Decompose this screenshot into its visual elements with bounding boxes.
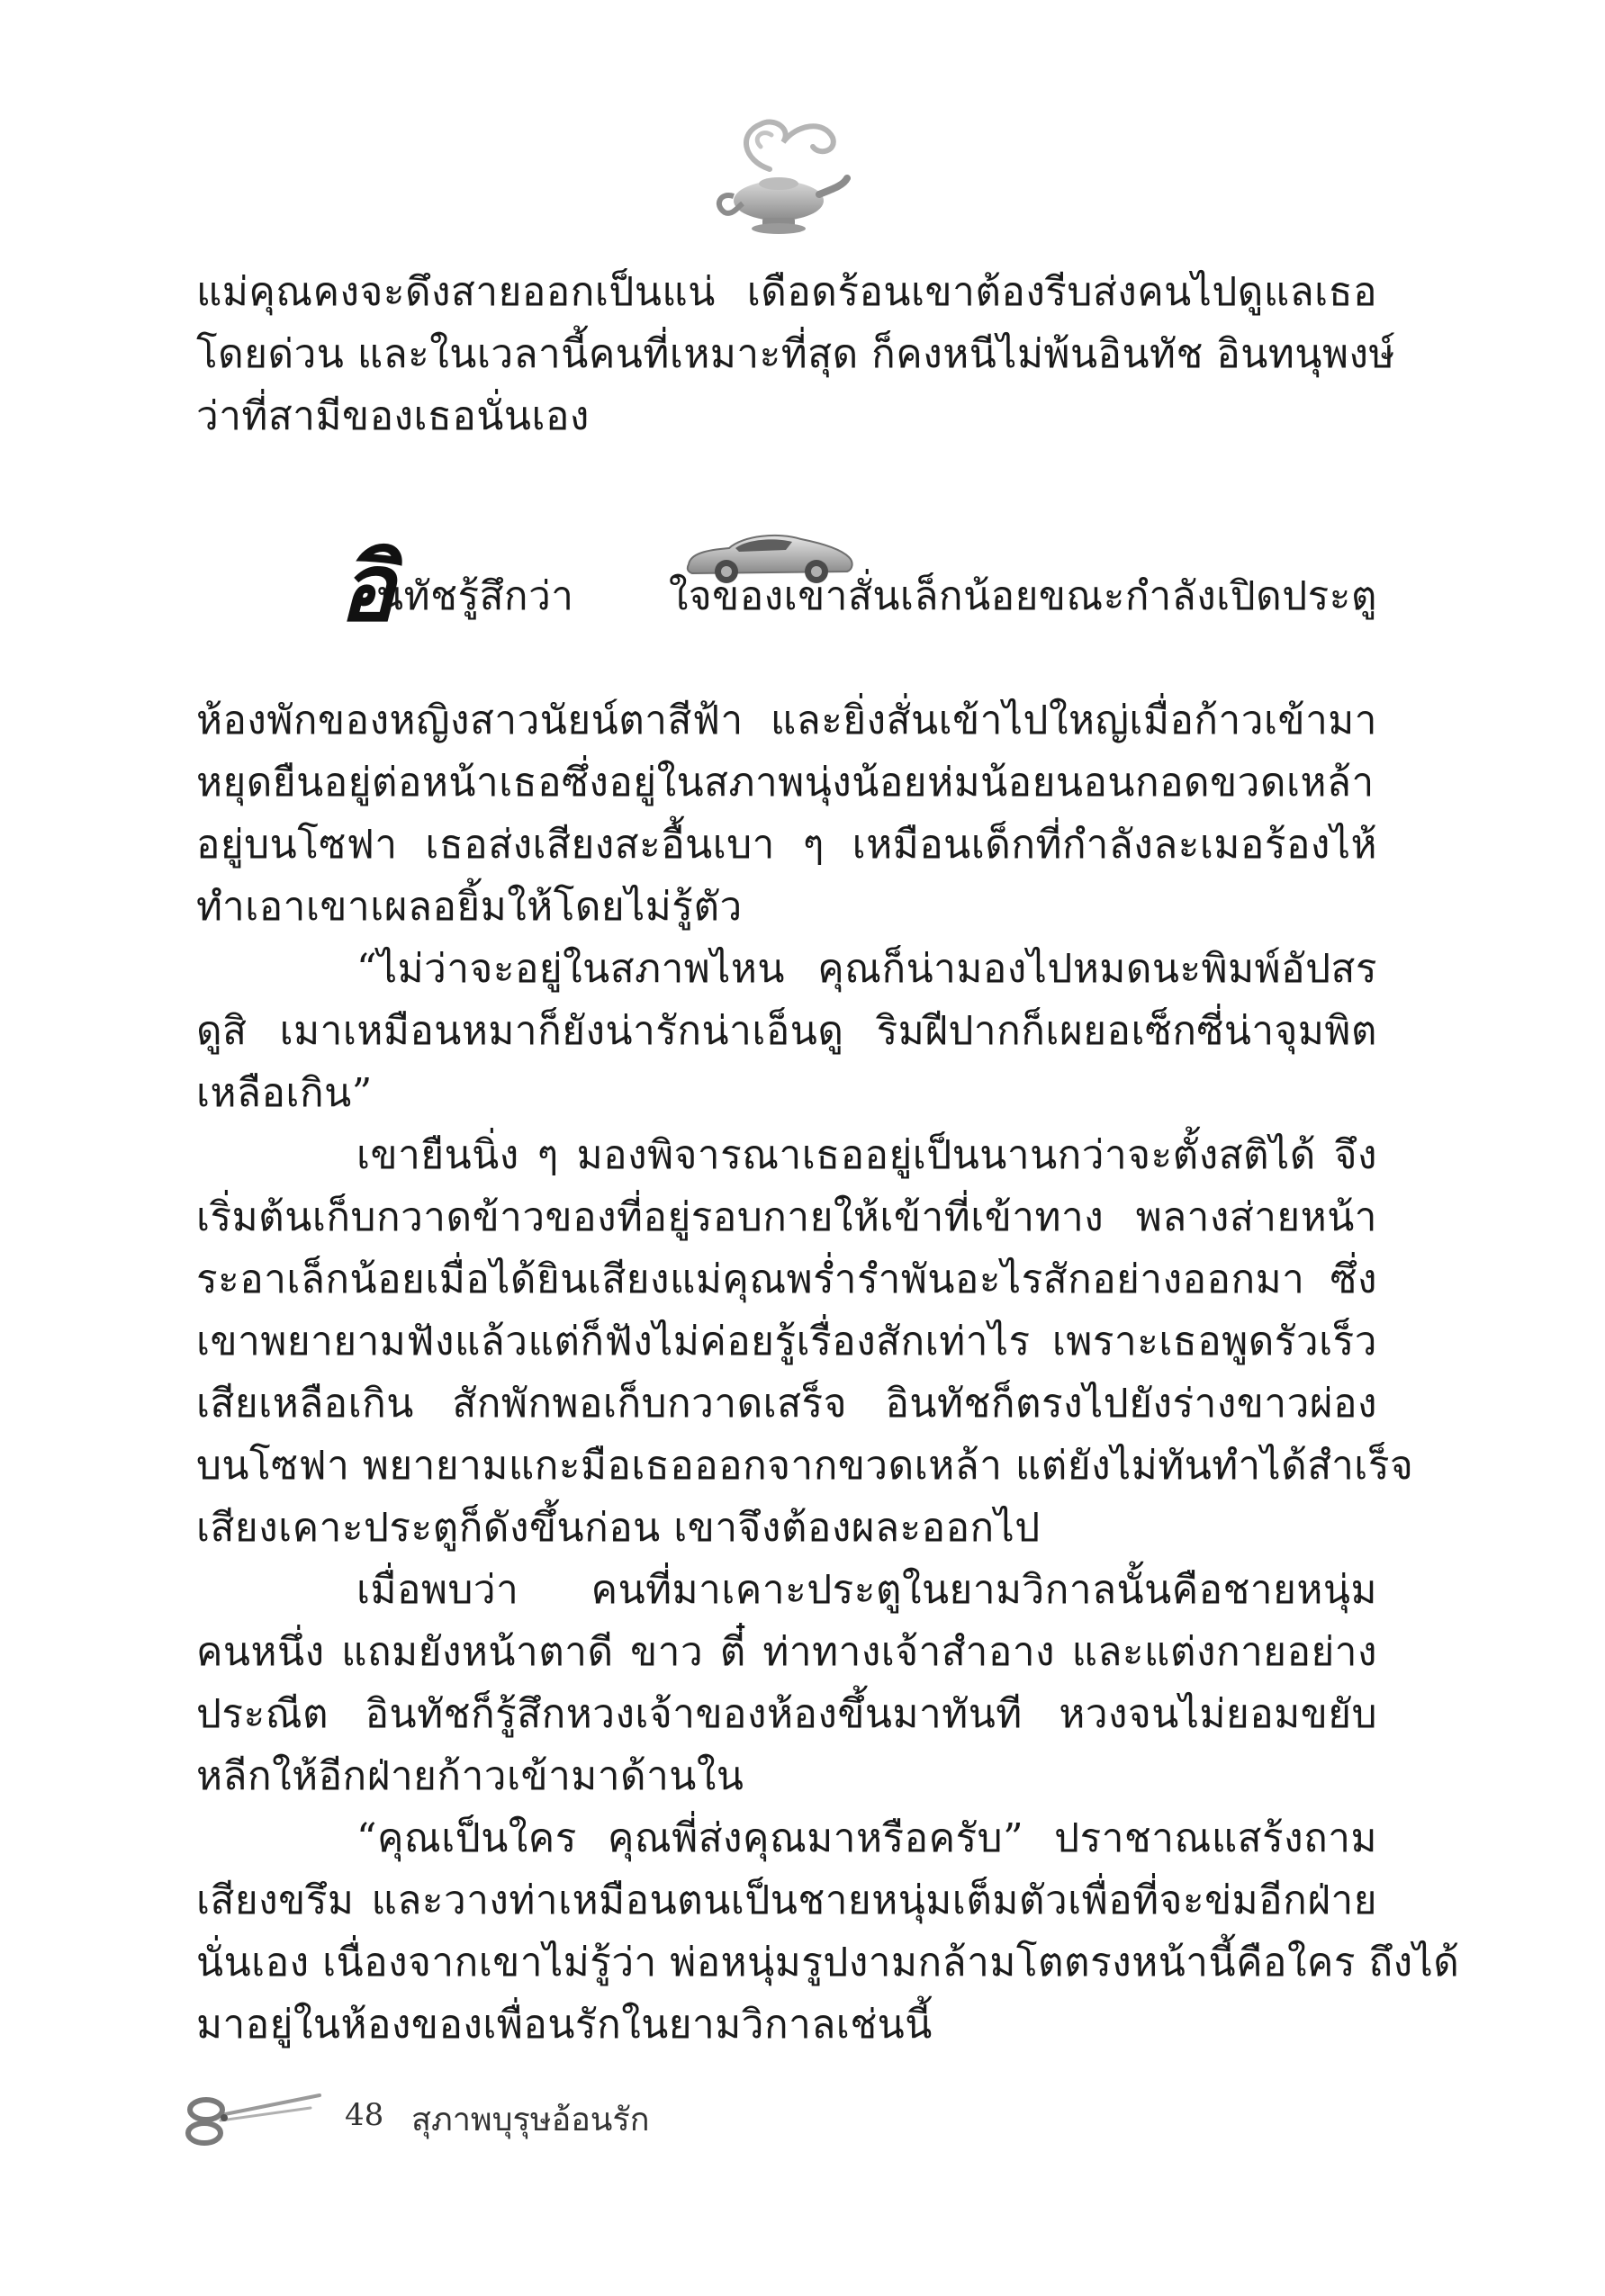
chapter-body [196, 689, 1460, 2056]
text-line: บนโซฟา พยายามแกะมือเธอออกจากขวดเหล้า แต่ยังไม่ทันทำได้สำเร็จ [196, 1443, 1414, 1489]
text-line: อยู่บนโซฟา เธอส่งเสียงสะอื้นเบา ๆ เหมือนเด็กที่กำลังละเมอร้องไห้ [196, 822, 1377, 868]
text-line: เขาพยายามฟังแล้วแต่ก็ฟังไม่ค่อยรู้เรื่องสักเท่าไร เพราะเธอพูดรัวเร็ว [196, 1319, 1377, 1364]
text-line: หยุดยืนอยู่ต่อหน้าเธอซึ่งอยู่ในสภาพนุ่งน้อยห่มน้อยนอนกอดขวดเหล้า [196, 760, 1375, 806]
text-line: เสียเหลือเกิน สักพักพอเก็บกวาดเสร็จ อินทัชก็ตรงไปยังร่างขาวผ่อง [196, 1381, 1377, 1427]
text-line: เมื่อพบว่า คนที่มาเคาะประตูในยามวิกาลนั้นคือชายหนุ่ม [356, 1567, 1377, 1613]
text-line: คนหนึ่ง แถมยังหน้าตาดี ขาว ตี๋ ท่าทางเจ้าสำอาง และแต่งกายอย่าง [196, 1629, 1377, 1675]
text-line: ระอาเล็กน้อยเมื่อได้ยินเสียงแม่คุณพร่ำรำพันอะไรสักอย่างออกมา ซึ่ง [196, 1256, 1377, 1302]
drop-cap: อิ [338, 533, 395, 643]
chapter-first-line-text: นทัชรู้สึกว่า ใจของเขาสั่นเล็กน้อยขณะกำลังเปิดประตู [376, 573, 1377, 619]
text-line: เสียงขรึม และวางท่าเหมือนตนเป็นชายหนุ่มเต็มตัวเพื่อที่จะข่มอีกฝ่าย [196, 1877, 1377, 1923]
scissors-icon [185, 2088, 329, 2151]
text-line: หลีกให้อีกฝ่ายก้าวเข้ามาด้านใน [196, 1753, 744, 1799]
text-line: ดูสิ เมาเหมือนหมาก็ยังน่ารักน่าเอ็นดู ริมฝีปากก็เผยอเซ็กซี่น่าจุมพิต [196, 1008, 1377, 1054]
text-line: เหลือเกิน” [196, 1070, 373, 1116]
book-title: สุภาพบุรุษอ้อนรัก [411, 2102, 650, 2138]
text-line: โดยด่วน และในเวลานี้คนที่เหมาะที่สุด ก็คงหนีไม่พ้นอินทัช อินทนุพงษ์ [196, 331, 1395, 377]
text-line: ประณีต อินทัชก็รู้สึกหวงเจ้าของห้องขึ้นมาทันที หวงจนไม่ยอมขยับ [196, 1691, 1377, 1737]
text-line: มาอยู่ในห้องของเพื่อนรักในยามวิกาลเช่นนี้ [196, 2002, 933, 2048]
chapter-opening [196, 533, 1377, 643]
text-line: แม่คุณคงจะดึงสายออกเป็นแน่ เดือดร้อนเขาต้องรีบส่งคนไปดูแลเธอ [196, 269, 1377, 315]
text-line: ว่าที่สามีของเธอนั่นเอง [196, 393, 590, 439]
text-line: เขายืนนิ่ง ๆ มองพิจารณาเธออยู่เป็นนานกว่าจะตั้งสติได้ จึง [356, 1132, 1377, 1178]
text-line: ทำเอาเขาเผลอยิ้มให้โดยไม่รู้ตัว [196, 884, 743, 930]
opening-paragraph [196, 261, 1395, 447]
text-line: “คุณเป็นใคร คุณพี่ส่งคุณมาหรือครับ” ปราชาณแสร้งถาม [356, 1815, 1377, 1861]
magic-lamp-icon [707, 106, 851, 241]
page-footer [185, 2088, 725, 2151]
page-number: 48 [345, 2097, 384, 2133]
text-line: “ไม่ว่าจะอยู่ในสภาพไหน คุณก็น่ามองไปหมดนะพิมพ์อัปสร [356, 946, 1377, 992]
text-line: ห้องพักของหญิงสาวนัยน์ตาสีฟ้า และยิ่งสั่นเข้าไปใหญ่เมื่อก้าวเข้ามา [196, 698, 1377, 743]
text-line: นั่นเอง เนื่องจากเขาไม่รู้ว่า พ่อหนุ่มรูปงามกล้ามโตตรงหน้านี้คือใคร ถึงได้ [196, 1940, 1460, 1985]
text-line: เริ่มต้นเก็บกวาดข้าวของที่อยู่รอบกายให้เข้าที่เข้าทาง พลางส่ายหน้า [196, 1194, 1377, 1240]
text-line: เสียงเคาะประตูก็ดังขึ้นก่อน เขาจึงต้องผละออกไป [196, 1505, 1041, 1551]
chapter-first-line [196, 533, 1377, 643]
